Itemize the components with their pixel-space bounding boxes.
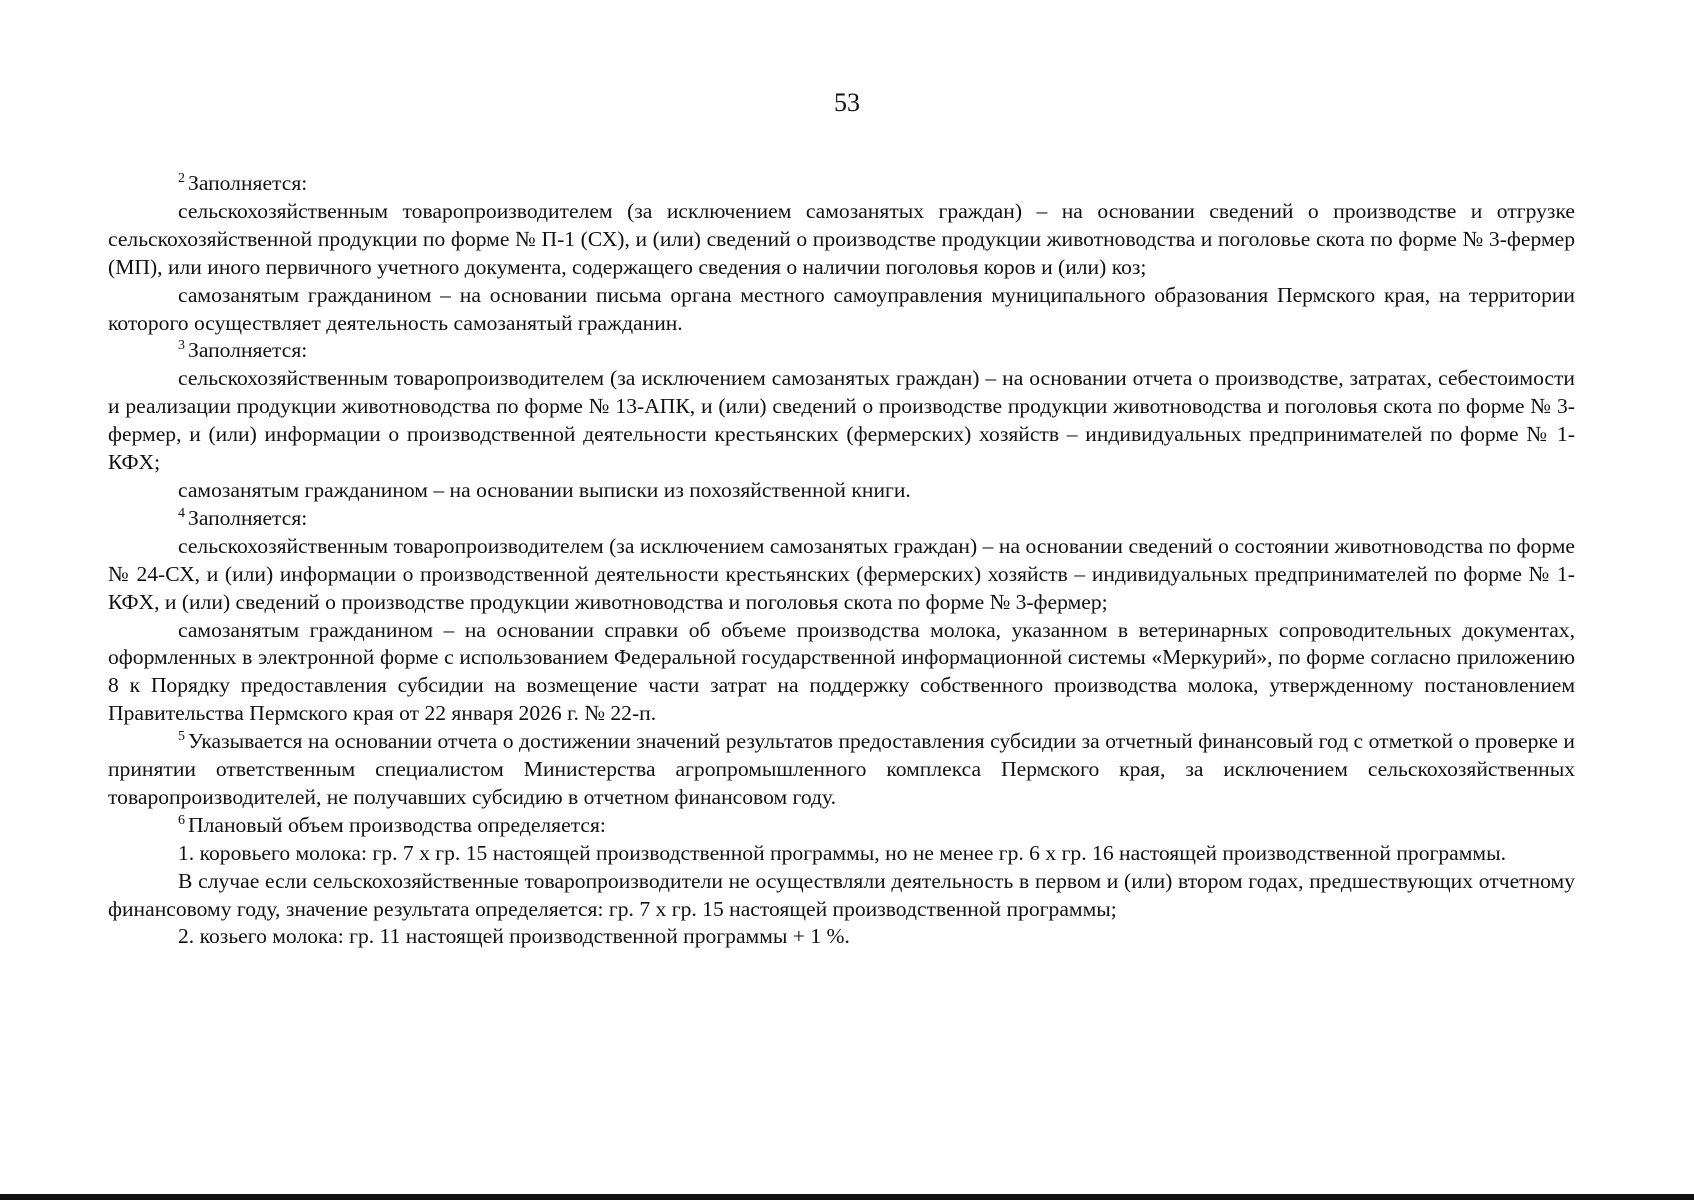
footnote-5-paragraph [108,728,1575,812]
page-number: 53 [834,88,860,117]
footnote-6-cow-milk-paragraph [108,840,1575,868]
footnote-3-selfemployed-paragraph [108,477,1575,505]
footnote-6-case-paragraph [108,868,1575,924]
footnote-marker: 2 [178,171,185,186]
footnote-marker: 6 [178,812,185,828]
footnote-marker: 5 [178,729,185,745]
paragraph-text: сельскохозяйственным товаропроизводителем (за исключением самозанятых граждан) – на основании сведений о производстве и отгрузке сельскохозяйственной продукции по форме № П-1 (СХ), и (или) сведений о производстве продукции животноводства и поголовье скота по форме № 3-фермер (МП), или иного первичного учетного документа, содержащего сведения о наличии поголовья коров и (или) коз; [108,198,1575,279]
paragraph-text: Заполняется: [188,171,308,195]
paragraph-text: Указывается на основании отчета о достижении значений результатов предоставления субсидии за отчетный финансовый год с отметкой о проверке и принятии ответственным специалистом Министерства агропромышленного комплекса Пермского края, за исключением сельскохозяйственных товаропроизводителей, не получавших субсидию в отчетном финансовом году. [108,729,1575,809]
footnote-marker: 3 [178,338,185,354]
footnote-6-goat-milk-paragraph [108,923,1575,951]
paragraph-text: самозанятым гражданином – на основании письма органа местного самоуправления муниципального образования Пермского края, на территории которого осуществляет деятельность самозанятый гражданин. [108,282,1575,335]
footnote-2-producer-paragraph [108,198,1575,282]
paragraph-text: Заполняется: [188,505,308,530]
footnote-2-selfemployed-paragraph [108,282,1575,338]
paragraph-text: сельскохозяйственным товаропроизводителем (за исключением самозанятых граждан) – на основании сведений о состоянии животноводства по форме № 24-СХ, и (или) информации о производственной деятельности крестьянских (фермерских) хозяйств – индивидуальных предпринимателей по форме № 1-КФХ, и (или) сведений о производстве продукции животноводства и поголовья скота по форме № 3-фермер; [108,533,1575,614]
scan-bottom-edge [0,1194,1694,1200]
paragraph-text: 1. коровьего молока: гр. 7 х гр. 15 настоящей производственной программы, но не менее гр. 6 х гр. 16 настоящей производственной программы. [178,840,1506,865]
footnote-4-heading [108,505,1575,533]
paragraph-text: самозанятым гражданином – на основании справки об объеме производства молока, указанном в ветеринарных сопроводительных документах, оформленных в электронной форме с использованием Федеральной государственной информационной системы «Меркурий», по форме согласно приложению 8 к Порядку предоставления субсидии на возмещение части затрат на поддержку собственного производства молока, утвержденному постановлением Правительства Пермского края от 22 января 2026 г. № 22-п. [108,617,1575,726]
footnote-2-heading [108,170,1575,198]
footnote-4-selfemployed-paragraph [108,617,1575,729]
paragraph-text: Плановый объем производства определяется: [188,812,606,837]
footnote-4-producer-paragraph [108,533,1575,617]
footnote-3-producer-paragraph [108,365,1575,477]
document-body [108,170,1575,951]
paragraph-text: самозанятым гражданином – на основании выписки из похозяйственной книги. [178,477,911,502]
footnote-marker: 4 [178,505,185,521]
paragraph-text: Заполняется: [188,338,308,363]
paragraph-text: сельскохозяйственным товаропроизводителем (за исключением самозанятых граждан) – на основании отчета о производстве, затратах, себестоимости и реализации продукции животноводства по форме № 13-АПК, и (или) сведений о производстве продукции животноводства и поголовья скота по форме № 3-фермер, и (или) информации о производственной деятельности крестьянских (фермерских) хозяйств – индивидуальных предпринимателей по форме № 1-КФХ; [108,366,1575,475]
footnote-3-heading [108,337,1575,365]
paragraph-text: В случае если сельскохозяйственные товаропроизводители не осуществляли деятельность в первом и (или) втором годах, предшествующих отчетному финансовому году, значение результата определяется: гр. 7 х гр. 15 настоящей производственной программы; [108,868,1575,921]
paragraph-text: 2. козьего молока: гр. 11 настоящей производственной программы + 1 %. [178,924,850,949]
footnote-6-heading [108,812,1575,840]
